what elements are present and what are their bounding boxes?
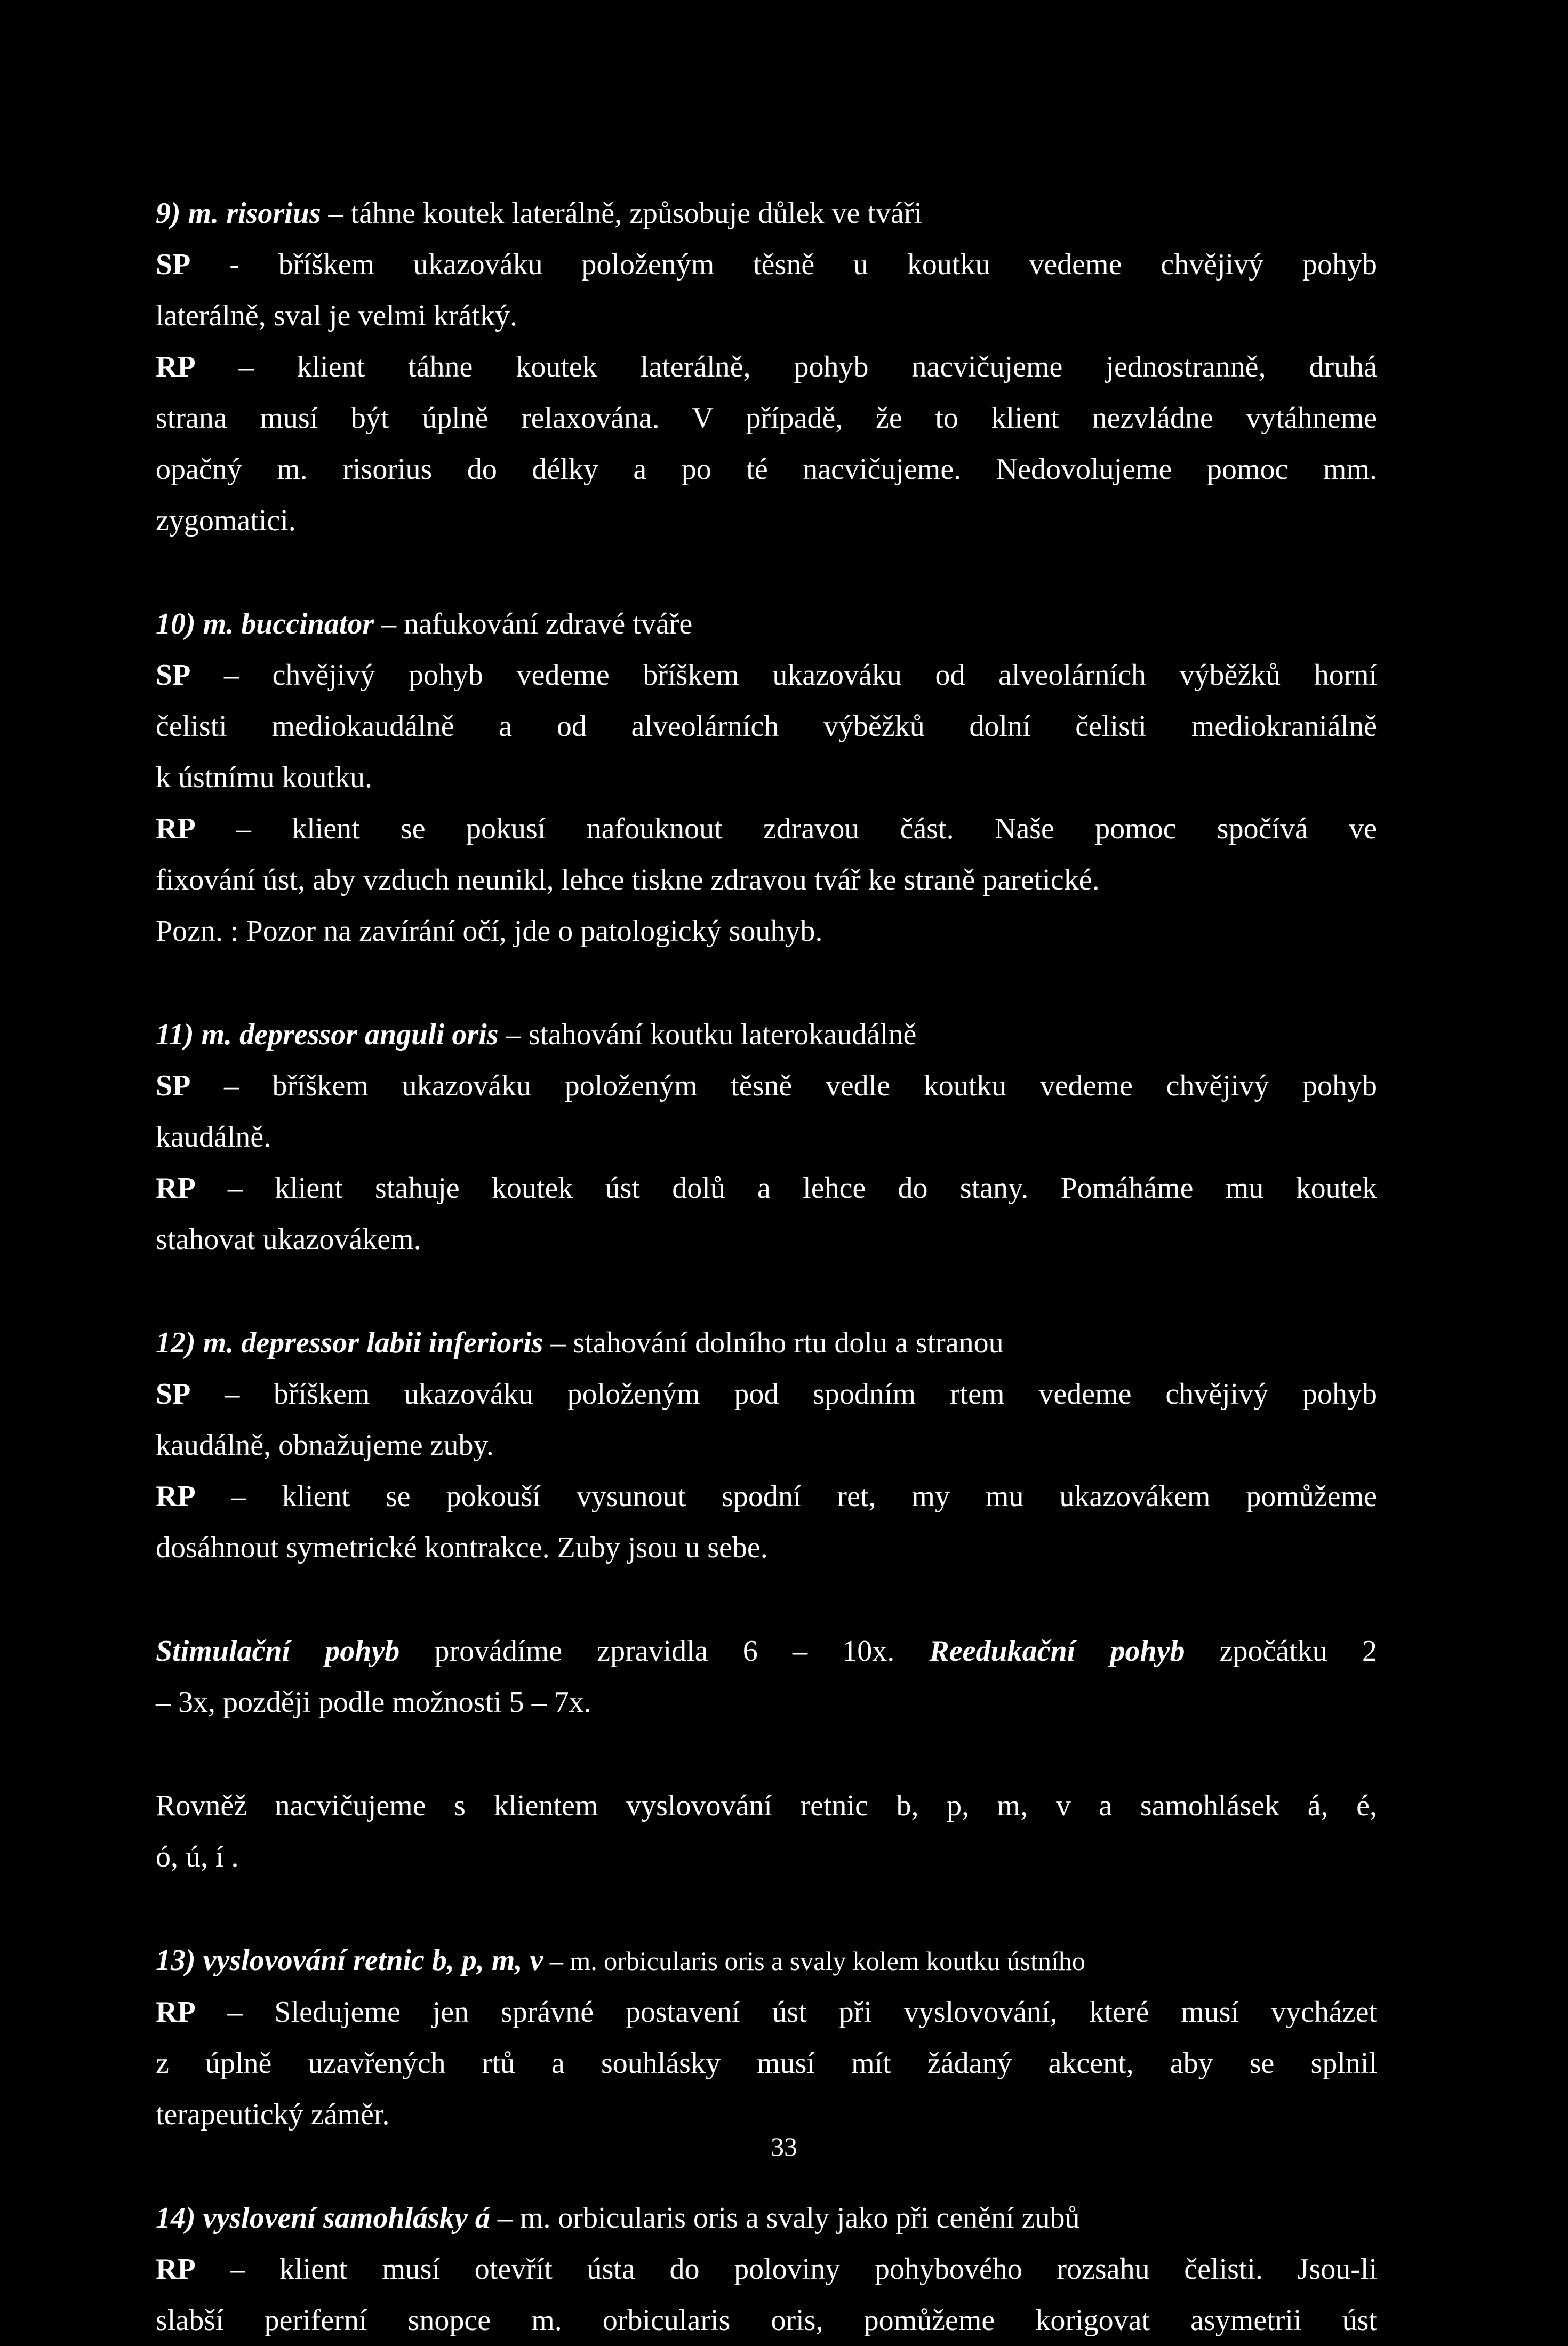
rp-label: RP (156, 2253, 196, 2286)
paragraph-text: – klient se pokusí nafouknout zdravou část. Naše pomoc spočívá ve (195, 812, 1377, 845)
section-gap (156, 1728, 1377, 1780)
section-vowel-a (156, 2192, 1377, 2346)
paragraph-line: Rovněž nacvičujeme s klientem vyslovování retnic b, p, m, v a samohlásek á, é, (156, 1789, 1377, 1822)
paragraph-line: slabší periferní snopce m. orbicularis oris, pomůžeme korigovat asymetrii úst (156, 2304, 1377, 2337)
section-gap (156, 1883, 1377, 1935)
paragraph-line: fixování úst, aby vzduch neunikl, lehce tiskne zdravou tvář ke straně paretické. (156, 863, 1100, 896)
rp-paragraph-line (156, 1163, 1377, 1214)
exercise-description: – m. orbicularis oris a svaly jako při cenění zubů (490, 2201, 1080, 2235)
muscle-description: – stahování koutku laterokaudálně (498, 1018, 917, 1051)
rp-paragraph-line (156, 341, 1377, 393)
section-heading (156, 1009, 1377, 1060)
muscle-description: – stahování dolního rtu dolu a stranou (543, 1326, 1004, 1359)
section-buccinator (156, 598, 1377, 957)
section-risorius (156, 188, 1377, 546)
paragraph-line: laterálně, sval je velmi krátký. (156, 299, 517, 332)
muscle-title: 10) m. buccinator (156, 607, 374, 640)
paragraph-line: stahovat ukazovákem. (156, 1223, 421, 1256)
section-heading (156, 188, 1377, 239)
rp-label: RP (156, 812, 196, 845)
sp-label: SP (156, 1378, 191, 1411)
muscle-title: 11) m. depressor anguli oris (156, 1018, 499, 1051)
paragraph-text: – klient stahuje koutek úst dolů a lehce do stany. Pomáháme mu koutek (195, 1172, 1377, 1205)
rp-label: RP (156, 350, 196, 383)
exercise-description: – m. orbicularis oris a svaly kolem koutku ústního (543, 1946, 1085, 1976)
sp-paragraph-line (156, 239, 1377, 290)
exercise-title: 13) vyslovování retnic b, p, m, v (156, 1944, 543, 1977)
paragraph-text: - bříškem ukazováku položeným těsně u koutku vedeme chvějivý pohyb (190, 248, 1377, 281)
paragraph-line: – 3x, později podle možnosti 5 – 7x. (156, 1686, 591, 1719)
rp-label: RP (156, 1480, 196, 1513)
document-page (156, 188, 1377, 2346)
sp-label: SP (156, 248, 191, 281)
paragraph-text: – chvějivý pohyb vedeme bříškem ukazováku od alveolárních výběžků horní (190, 659, 1377, 692)
paragraph-text: – klient musí otevřít ústa do poloviny pohybového rozsahu čelisti. Jsou-li (195, 2253, 1377, 2286)
paragraph-text: provádíme zpravidla 6 – 10x. (399, 1635, 930, 1668)
muscle-title: 12) m. depressor labii inferioris (156, 1326, 543, 1359)
rp-paragraph-line (156, 803, 1377, 854)
pronunciation-paragraph (156, 1780, 1377, 1883)
rp-paragraph-line (156, 1987, 1377, 2038)
section-depressor-anguli-oris (156, 1009, 1377, 1265)
section-heading (156, 1935, 1377, 1987)
section-heading (156, 598, 1377, 650)
paragraph-text: – bříškem ukazováku položeným těsně vedle koutku vedeme chvějivý pohyb (190, 1069, 1377, 1102)
stimulation-paragraph (156, 1626, 1377, 1728)
sp-paragraph-line (156, 650, 1377, 701)
sp-label: SP (156, 1069, 191, 1102)
reeducation-term: Reedukační pohyb (929, 1635, 1185, 1668)
paragraph-text: – Sledujeme jen správné postavení úst při vyslovování, které musí vycházet (195, 1996, 1377, 2029)
section-labial-consonants (156, 1935, 1377, 2140)
paragraph-text: – klient táhne koutek laterálně, pohyb nacvičujeme jednostranně, druhá (195, 350, 1377, 383)
section-gap (156, 546, 1377, 598)
paragraph-line (156, 1626, 1377, 1677)
paragraph-line: čelisti mediokaudálně a od alveolárních výběžků dolní čelisti mediokraniálně (156, 710, 1377, 743)
paragraph-line: strana musí být úplně relaxována. V případě, že to klient nezvládne vytáhneme (156, 402, 1377, 435)
section-gap (156, 1265, 1377, 1317)
paragraph-line: kaudálně, obnažujeme zuby. (156, 1429, 494, 1462)
stimulation-term: Stimulační pohyb (156, 1635, 400, 1668)
paragraph-text: zpočátku 2 (1185, 1635, 1378, 1668)
paragraph-line: terapeutický záměr. (156, 2098, 390, 2131)
paragraph-line: k ústnímu koutku. (156, 761, 373, 794)
rp-paragraph-line (156, 1471, 1377, 1522)
exercise-title: 14) vyslovení samohlásky á (156, 2201, 490, 2235)
note-line: Pozn. : Pozor na zavírání očí, jde o patologický souhyb. (156, 915, 823, 948)
section-heading (156, 1317, 1377, 1368)
paragraph-text: – klient se pokouší vysunout spodní ret, my mu ukazovákem pomůžeme (195, 1480, 1377, 1513)
paragraph-line: dosáhnout symetrické kontrakce. Zuby jsou u sebe. (156, 1531, 768, 1564)
page-number: 33 (771, 2132, 797, 2161)
section-gap (156, 957, 1377, 1009)
paragraph-line: ó, ú, í . (156, 1840, 239, 1873)
paragraph-line: opačný m. risorius do délky a po té nacvičujeme. Nedovolujeme pomoc mm. (156, 453, 1377, 486)
muscle-description: – táhne koutek laterálně, způsobuje důlek ve tváři (321, 197, 923, 230)
sp-label: SP (156, 659, 191, 692)
muscle-title: 9) m. risorius (156, 197, 321, 230)
section-depressor-labii-inferioris (156, 1317, 1377, 1573)
paragraph-line: z úplně uzavřených rtů a souhlásky musí mít žádaný akcent, aby se splnil (156, 2047, 1377, 2080)
sp-paragraph-line (156, 1368, 1377, 1420)
muscle-description: – nafukování zdravé tváře (374, 607, 693, 640)
paragraph-line: kaudálně. (156, 1120, 271, 1154)
paragraph-text: – bříškem ukazováku položeným pod spodním rtem vedeme chvějivý pohyb (190, 1378, 1377, 1411)
rp-label: RP (156, 1996, 196, 2029)
sp-paragraph-line (156, 1060, 1377, 1111)
rp-paragraph-line (156, 2244, 1377, 2295)
rp-label: RP (156, 1172, 196, 1205)
section-heading (156, 2192, 1377, 2244)
section-gap (156, 1573, 1377, 1626)
paragraph-line: zygomatici. (156, 504, 296, 537)
